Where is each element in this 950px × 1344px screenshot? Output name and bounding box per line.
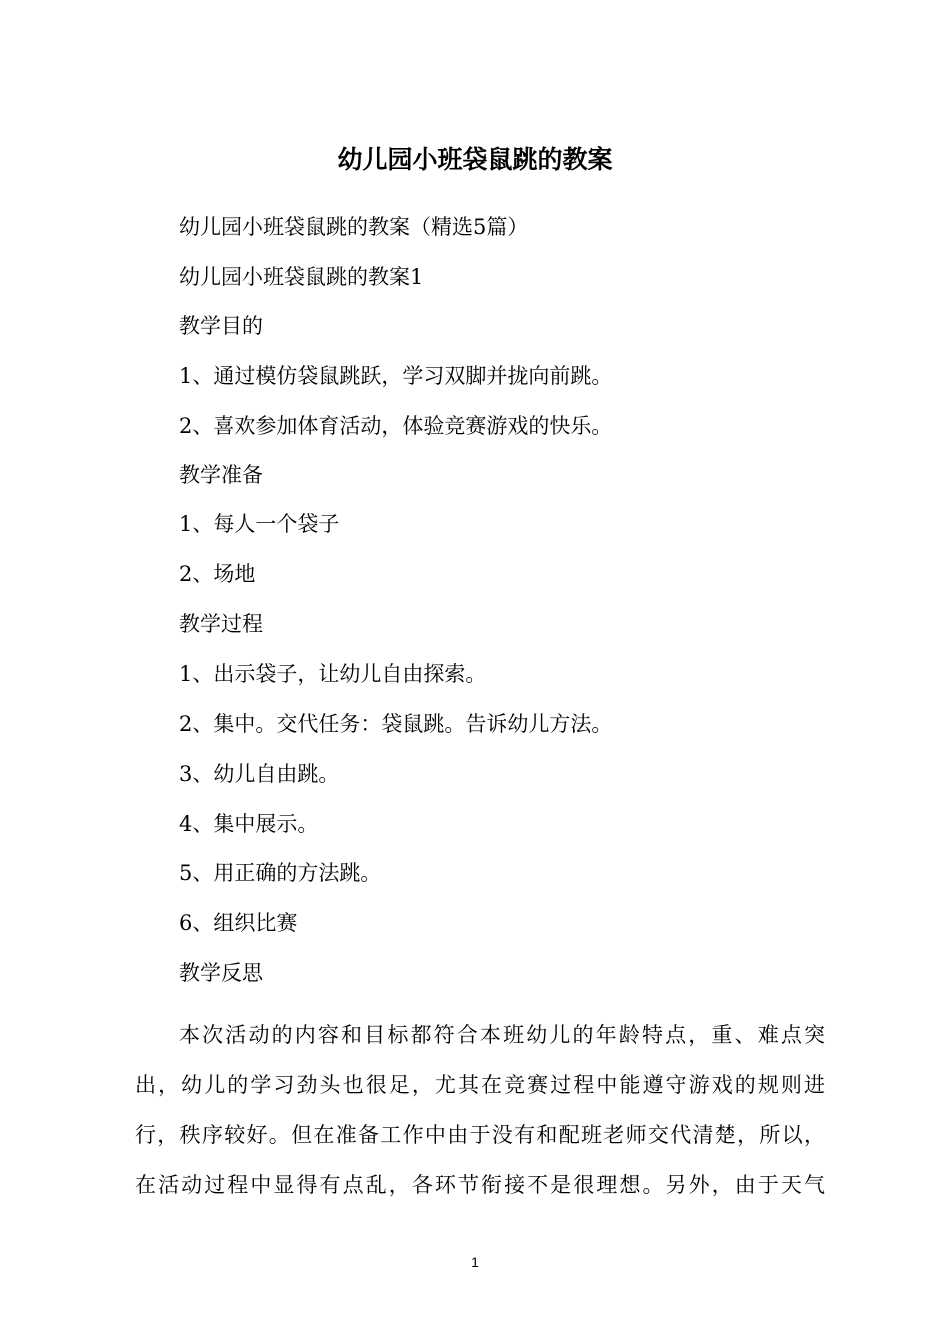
paragraph-line-2: 出，幼儿的学习劲头也很足，尤其在竞赛过程中能遵守游戏的规则进 <box>135 1073 825 1097</box>
process-item-6: 6、组织比赛 <box>179 911 298 935</box>
heading-teaching-preparation: 教学准备 <box>179 463 263 487</box>
heading-teaching-goals: 教学目的 <box>179 314 263 338</box>
preparation-item-2: 2、场地 <box>179 562 256 586</box>
goal-item-2: 2、喜欢参加体育活动，体验竞赛游戏的快乐。 <box>179 414 613 438</box>
section-heading: 幼儿园小班袋鼠跳的教案1 <box>179 265 424 289</box>
process-item-3: 3、幼儿自由跳。 <box>179 762 340 786</box>
document-title: 幼儿园小班袋鼠跳的教案 <box>337 145 613 174</box>
reflection-paragraph <box>135 1010 825 1210</box>
process-item-5: 5、用正确的方法跳。 <box>179 861 382 885</box>
process-item-1: 1、出示袋子，让幼儿自由探索。 <box>179 662 487 686</box>
heading-teaching-reflection: 教学反思 <box>179 961 263 985</box>
page-number: 1 <box>471 1254 479 1270</box>
paragraph-line-1: 本次活动的内容和目标都符合本班幼儿的年龄特点，重、难点突 <box>179 1023 825 1047</box>
goal-item-1: 1、通过模仿袋鼠跳跃，学习双脚并拢向前跳。 <box>179 364 613 388</box>
preparation-item-1: 1、每人一个袋子 <box>179 512 340 536</box>
paragraph-line-4: 在活动过程中显得有点乱，各环节衔接不是很理想。另外，由于天气 <box>135 1173 825 1197</box>
process-item-2: 2、集中。交代任务：袋鼠跳。告诉幼儿方法。 <box>179 712 613 736</box>
heading-teaching-process: 教学过程 <box>179 612 263 636</box>
process-item-4: 4、集中展示。 <box>179 812 319 836</box>
subtitle-line: 幼儿园小班袋鼠跳的教案（精选5篇） <box>179 215 529 239</box>
paragraph-line-3: 行，秩序较好。但在准备工作中由于没有和配班老师交代清楚，所以， <box>135 1123 825 1147</box>
